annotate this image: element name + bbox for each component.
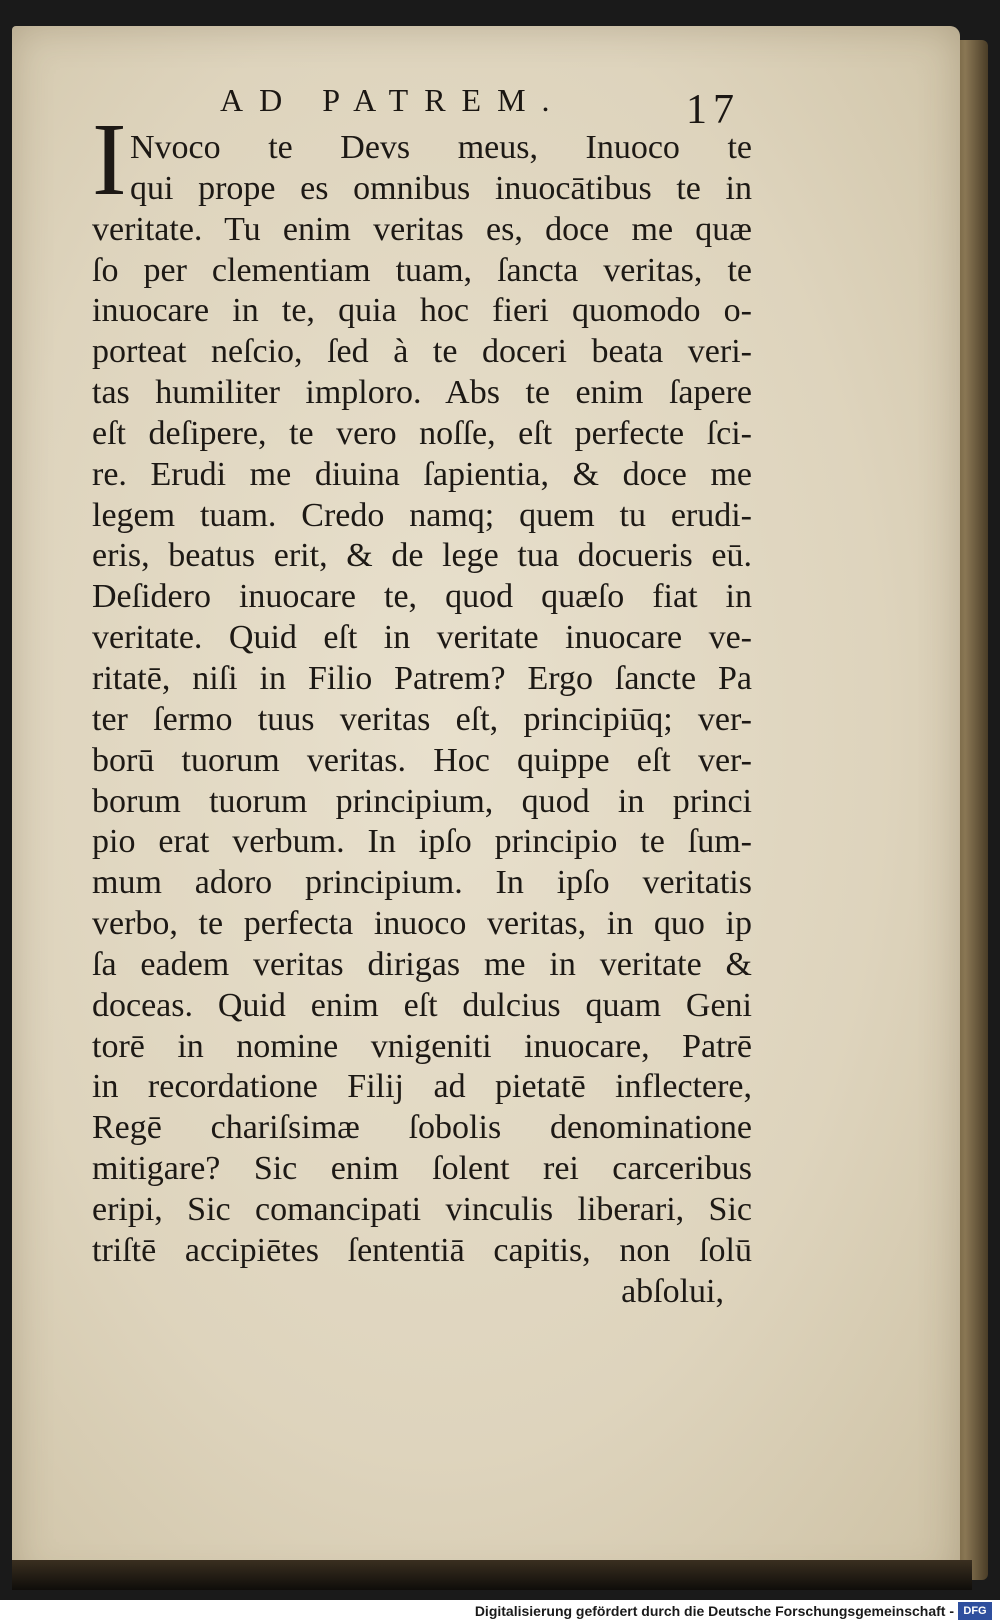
text-line: mum adoro principium. In ipſo veritatis (92, 864, 752, 902)
text-line: porteat neſcio, ſed à te doceri beata veri- (92, 333, 752, 371)
page-bottom-shadow (12, 1560, 972, 1590)
text-line: eripi, Sic comancipati vinculis liberari, Sic (92, 1190, 752, 1228)
text-line: ritatē, niſi in Filio Patrem? Ergo ſancte Pa (92, 659, 752, 697)
text-line: veritate. Quid eſt in veritate inuocare ve- (92, 619, 752, 657)
text-line: Deſidero inuocare te, quod quæſo fiat in (92, 578, 752, 616)
text-line: eris, beatus erit, & de lege tua docueris eū. (92, 537, 752, 575)
text-line: borū tuorum veritas. Hoc quippe eſt ver- (92, 741, 752, 779)
body-text (92, 128, 752, 1312)
text-line: re. Erudi me diuina ſapientia, & doce me (92, 455, 752, 493)
text-line: ſa eadem veritas dirigas me in veritate & (92, 945, 752, 983)
text-line: triſtē accipiētes ſententiā capitis, non ſolū (92, 1231, 752, 1269)
text-line: ter ſermo tuus veritas eſt, principiūq; ver- (92, 700, 752, 738)
text-line: legem tuam. Credo namq; quem tu erudi- (92, 496, 752, 534)
running-head: AD PATREM. (220, 82, 566, 118)
text-line: borum tuorum principium, quod in princi (92, 782, 752, 820)
text-line: inuocare in te, quia hoc fieri quomodo o- (92, 292, 752, 330)
text-line: qui prope es omnibus inuocātibus te in (130, 169, 752, 207)
text-line: Nvoco te Devs meus, Inuoco te (130, 129, 752, 166)
text-line: verbo, te perfecta inuoco veritas, in quo ip (92, 905, 752, 943)
page-number: 17 (686, 87, 740, 133)
text-line: Regē chariſsimæ ſobolis denominatione (92, 1109, 752, 1147)
text-line: ſo per clementiam tuam, ſancta veritas, te (92, 251, 752, 289)
drop-initial: I (92, 102, 127, 217)
text-line: mitigare? Sic enim ſolent rei carceribus (92, 1150, 752, 1188)
text-line: torē in nomine vnigeniti inuocare, Patrē (92, 1027, 752, 1065)
text-line: in recordatione Filij ad pietatē inflectere, (92, 1068, 752, 1106)
text-line: doceas. Quid enim eſt dulcius quam Geni (92, 986, 752, 1024)
text-line: pio erat verbum. In ipſo principio te ſum- (92, 823, 752, 861)
text-line: tas humiliter imploro. Abs te enim ſapere (92, 374, 752, 412)
text-line: eſt deſipere, te vero noſſe, eſt perfecte ſci- (92, 414, 752, 452)
text-line: veritate. Tu enim veritas es, doce me quæ (92, 210, 752, 248)
catchword: abſolui, (621, 1272, 724, 1310)
dfg-logo: DFG (958, 1602, 992, 1620)
funding-credit: Digitalisierung gefördert durch die Deutsche Forschungsgemeinschaft - (474, 1603, 954, 1619)
